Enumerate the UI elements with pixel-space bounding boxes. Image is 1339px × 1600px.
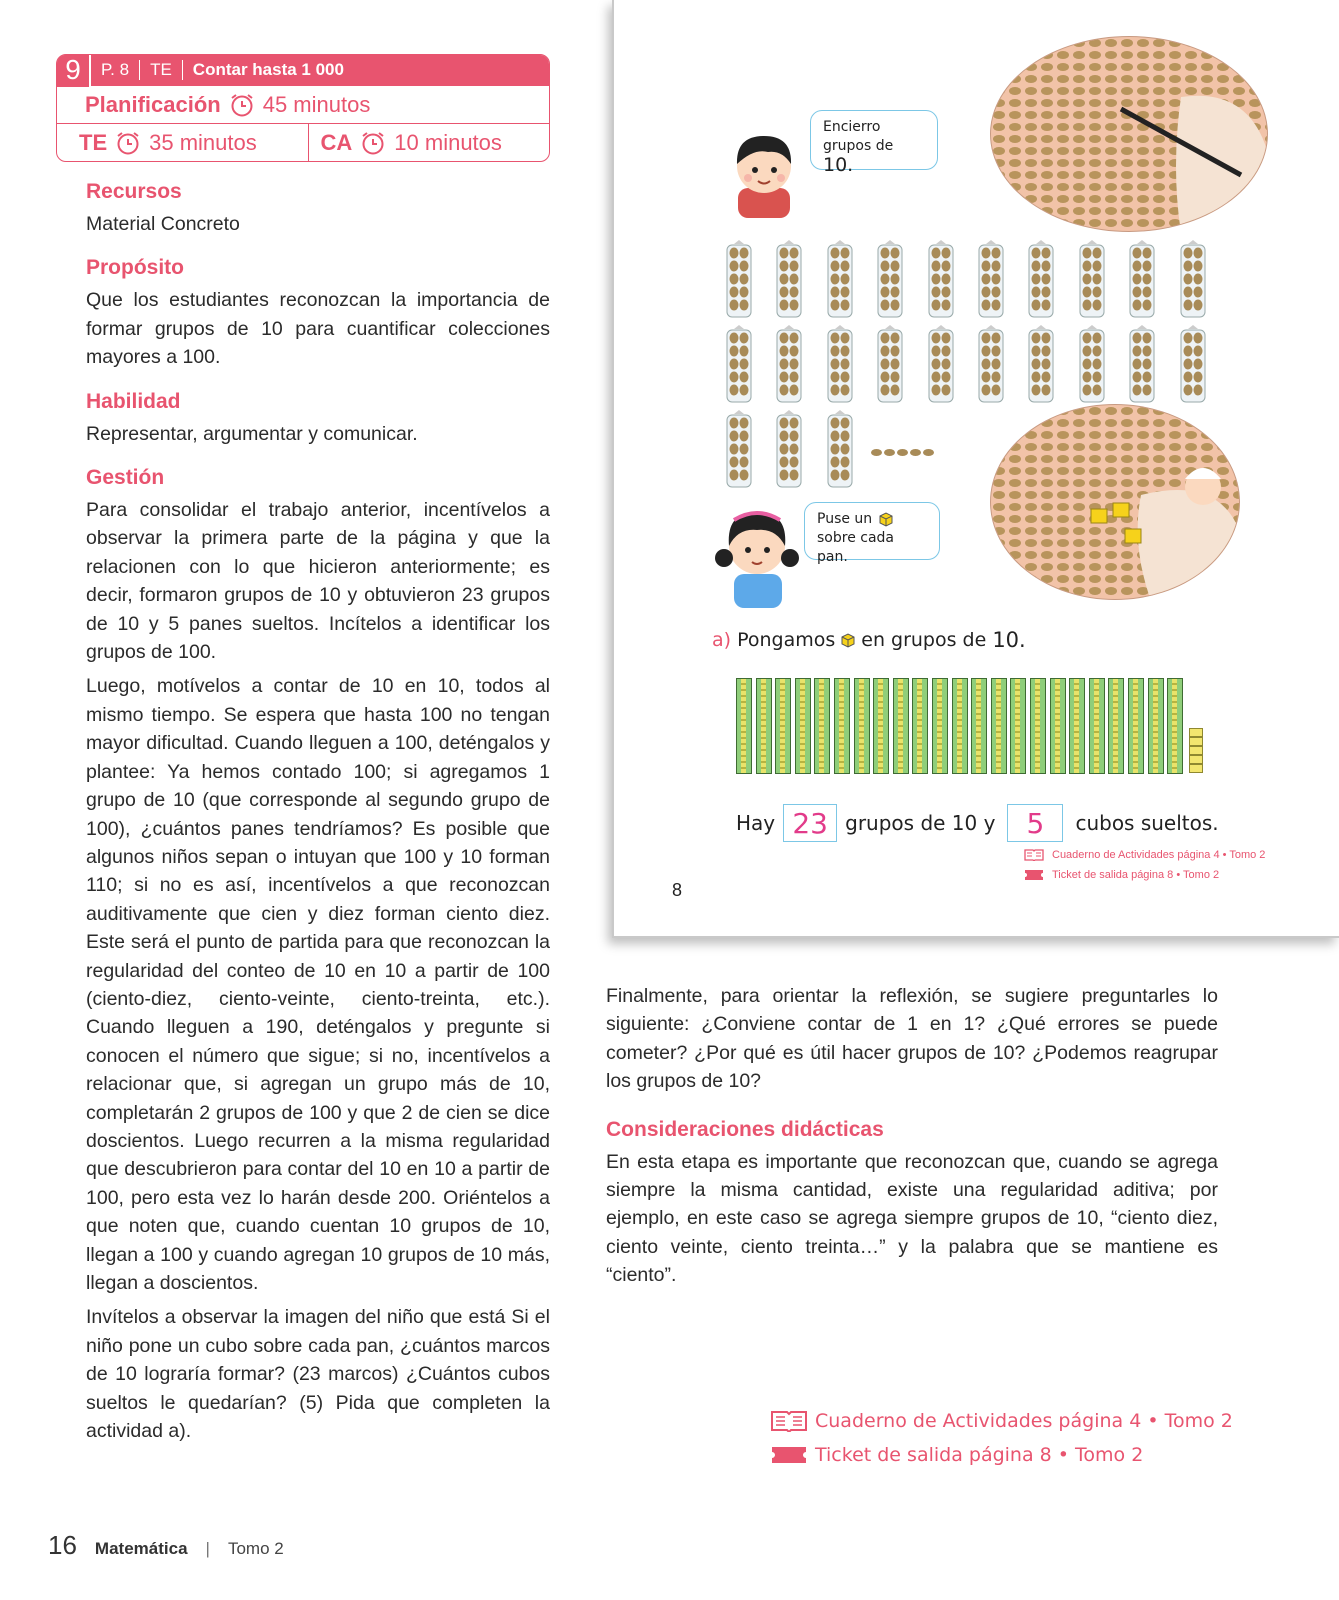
unit-cube (1189, 755, 1203, 764)
section-title: Recursos (86, 180, 182, 203)
ca-time: 10 minutos (394, 129, 502, 155)
bread-pile-image (991, 37, 1268, 232)
section-text: En esta etapa es importante que reconozcan que, cuando se agrega siempre la misma cantidad, existe una regularidad aditiva; por ejemplo, en este caso se agrega siempre grupos de 10, “ciento diez, ciento veinte, ciento treinta…” y la palabra que se mantiene es “ciento”. (606, 1150, 1218, 1287)
bread-bag (1129, 240, 1155, 318)
volume: Tomo 2 (227, 1539, 284, 1558)
activity-a (712, 628, 1026, 652)
paragraph: Para consolidar el trabajo anterior, incentívelos a observar la primera parte de la página y que la relacionen con lo que hicieron anteriormente; es decir, formaron grupos de 10 y obtuvieron 23 grupos de 10 y 5 panes sueltos. Incítelos a identificar los grupos de 100. (86, 499, 550, 664)
planning-row (57, 85, 549, 123)
activity-text: en grupos de (861, 629, 987, 651)
bread-bag (1028, 325, 1054, 403)
ten-rod (1089, 678, 1105, 774)
section-text: Que los estudiantes reconozcan la importancia de formar grupos de 10 para cuantificar colecciones mayores a 100. (86, 289, 550, 369)
ca-label: CA (320, 129, 353, 155)
activity-text: Pongamos (737, 629, 836, 651)
loose-bread-piece (923, 449, 934, 456)
ref-text: Ticket de salida página 8 • Tomo 2 (815, 1444, 1144, 1466)
loose-bread-piece (897, 449, 908, 456)
lesson-number: 9 (57, 54, 91, 87)
final-paragraph: Finalmente, para orientar la reflexión, se sugiere preguntarles lo siguiente: ¿Conviene contar de 1 en 1? ¿Qué errores se puede cometer? ¿Por qué es útil hacer grupos de 10? ¿Podemos reagrupar los grupos de 10? (606, 985, 1218, 1093)
cube-icon (877, 510, 895, 528)
ten-rod (1050, 678, 1066, 774)
lesson-type: TE (140, 60, 183, 80)
bread-bag (1079, 325, 1105, 403)
bubble-line (817, 510, 927, 529)
bread-bag (978, 240, 1004, 318)
section-gestion (86, 466, 550, 1445)
ten-rod (873, 678, 889, 774)
page-references-small (1024, 845, 1265, 885)
lesson-header-top (57, 55, 549, 85)
answer-loose-box: 5 (1007, 804, 1063, 842)
section-title: Habilidad (86, 389, 181, 413)
lesson-header (56, 54, 550, 162)
bread-bag (1079, 240, 1105, 318)
te-cell (57, 124, 308, 161)
answer-sentence (736, 804, 1219, 842)
section-text: Material Concreto (86, 213, 240, 235)
girl-illustration (710, 500, 804, 610)
ten-rod (991, 678, 1007, 774)
speech-bubble-boy (810, 110, 938, 176)
ref-text: Cuaderno de Actividades página 4 • Tomo 2 (1052, 849, 1266, 861)
section-proposito (86, 256, 550, 371)
ten-rod (932, 678, 948, 774)
ten-rod (795, 678, 811, 774)
ten-rod (1148, 678, 1164, 774)
paragraph: Luego, motívelos a contar de 10 en 10, todos al mismo tiempo. Se espera que hasta 100 no tengan mayor dificultad. Cuando lleguen a 100, deténgalos y plantee: Ya hemos contado 100; si agregamos 1 grupo de 10 (que corresponde al segundo grupo de 100), ¿cuántos panes tendríamos? Es posible que algunos niños sepan o intuyan que 100 y 10 forman 110; si no es así, incentívelos a que reconozcan auditivamente que cien y diez forman ciento diez. Este será el punto de partida para que reconozcan la regularidad del conteo de 10 en 10 a partir de 100 (ciento-diez, ciento-veinte, ciento-treinta, etc.). Cuando lleguen a 190, deténgalos y pregunte si conocen el número que sigue; si no, incentívelos a relacionar que, si agregan un grupo más de 10, completarán 2 grupos de 100 y que 2 de cien se dice doscientos. Luego recurren a la misma regularidad que descubrieron para contar del 10 en 10 a partir de 100, pero esta vez lo harán desde 200. Oriéntelos a que noten que, cuando cuentan 10 grupos de 10, llegan a 100 y cuando agregan 10 grupos de 10 más, llegan a doscientos. (86, 675, 550, 1294)
ten-rod (893, 678, 909, 774)
loose-bread-piece (884, 449, 895, 456)
ten-rod (1069, 678, 1085, 774)
boy-illustration (724, 126, 806, 218)
planning-time: 45 minutos (262, 91, 371, 117)
ten-rod (834, 678, 850, 774)
bread-bag (928, 240, 954, 318)
open-book-icon (771, 1410, 807, 1432)
bread-bag (827, 410, 853, 488)
activity-letter: a) (712, 629, 732, 651)
time-split-row (57, 123, 549, 161)
ten-rod (952, 678, 968, 774)
bread-bag (928, 325, 954, 403)
bread-bag (827, 240, 853, 318)
open-book-icon (1024, 849, 1044, 861)
bread-with-cubes-image (991, 405, 1240, 600)
bread-bag (1180, 325, 1206, 403)
photo-placing-cubes (990, 404, 1240, 600)
ten-rod (1167, 678, 1183, 774)
ref-text: Cuaderno de Actividades página 4 • Tomo 2 (815, 1410, 1233, 1432)
ten-rod (854, 678, 870, 774)
section-title: Consideraciones didácticas (606, 1117, 884, 1141)
alarm-clock-icon (115, 130, 141, 156)
bubble-text: Puse un (817, 511, 873, 527)
ticket-icon (1024, 869, 1044, 881)
ten-rod (971, 678, 987, 774)
bubble-number: 10. (823, 154, 854, 176)
alarm-clock-icon (229, 92, 255, 118)
lesson-title: Contar hasta 1 000 (192, 60, 344, 79)
te-time: 35 minutos (149, 129, 257, 155)
answer-groups-box: 23 (783, 804, 837, 842)
section-recursos (86, 180, 550, 238)
ca-cell (308, 124, 550, 161)
bread-bag (726, 325, 752, 403)
loose-bread (871, 449, 934, 456)
section-text: Representar, argumentar y comunicar. (86, 422, 418, 445)
ten-rod (775, 678, 791, 774)
bread-bag (776, 325, 802, 403)
bread-bag (726, 410, 752, 488)
ten-rod (912, 678, 928, 774)
page-footer (48, 1530, 284, 1561)
section-title: Propósito (86, 256, 184, 280)
unit-cube (1189, 746, 1203, 755)
ref-cuaderno (771, 1404, 1233, 1438)
page-references (771, 1404, 1233, 1472)
planning-label: Planificación (85, 91, 221, 117)
ten-rod (1128, 678, 1144, 774)
bread-bag (1129, 325, 1155, 403)
unit-cube (1189, 764, 1203, 773)
cube-icon (839, 631, 857, 649)
bread-bag (877, 325, 903, 403)
ten-rod (736, 678, 752, 774)
bubble-text: sobre cada pan. (817, 530, 894, 565)
loose-bread-piece (871, 449, 882, 456)
ref-ticket (1024, 865, 1265, 885)
left-column (56, 54, 550, 1445)
section-title: Gestión (86, 466, 165, 490)
ten-rod (814, 678, 830, 774)
photo-circling-bread (990, 36, 1268, 232)
answer-text: grupos de 10 y (845, 811, 996, 835)
ten-rod (1030, 678, 1046, 774)
page-number: 16 (48, 1530, 77, 1560)
ref-text: Ticket de salida página 8 • Tomo 2 (1052, 869, 1220, 881)
ten-rod (1010, 678, 1026, 774)
ref-cuaderno (1024, 845, 1265, 865)
book-page-number: 8 (672, 880, 683, 900)
bread-bag (827, 325, 853, 403)
ten-rod (1108, 678, 1124, 774)
ten-rod (756, 678, 772, 774)
answer-text: cubos sueltos. (1075, 811, 1219, 835)
bread-bag (1028, 240, 1054, 318)
textbook-page (612, 0, 1339, 938)
bread-bag (877, 240, 903, 318)
bread-bag (1180, 240, 1206, 318)
activity-number: 10. (992, 628, 1026, 652)
alarm-clock-icon (360, 130, 386, 156)
paragraph: Invítelos a observar la imagen del niño que está Si el niño pone un cubo sobre cada pan, ¿cuántos marcos de 10 lograría formar? (23 marcos) ¿Cuántos cubos sueltos le quedarían? (5) Pida que completen la actividad a). (86, 1306, 550, 1443)
ticket-icon (771, 1445, 807, 1465)
section-habilidad (86, 390, 550, 448)
bubble-text: Encierro grupos de (823, 119, 894, 154)
page-ref: P. 8 (91, 60, 140, 80)
bread-bag (726, 240, 752, 318)
bread-bag (776, 410, 802, 488)
speech-bubble-girl (804, 502, 940, 565)
loose-bread-piece (910, 449, 921, 456)
bread-bag (776, 240, 802, 318)
subject: Matemática (94, 1539, 188, 1558)
te-label: TE (79, 129, 108, 155)
ref-ticket (771, 1438, 1233, 1472)
unit-cube (1189, 728, 1203, 737)
bread-bag (978, 325, 1004, 403)
unit-cube (1189, 737, 1203, 746)
right-column (606, 982, 1218, 1290)
answer-text: Hay (736, 811, 776, 835)
footer-separator: | (205, 1539, 210, 1558)
